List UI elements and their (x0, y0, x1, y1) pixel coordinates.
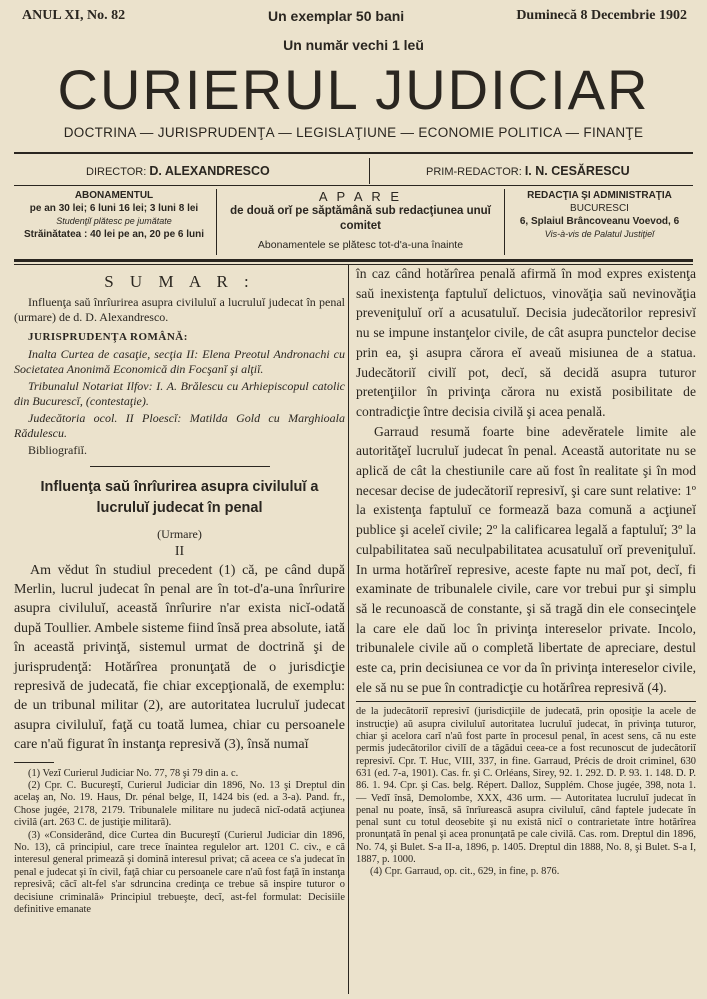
issue-price: Un exemplar 50 bani (268, 8, 405, 24)
subscription-title: ABONAMENTUL (74, 190, 154, 201)
footnote-separator (14, 762, 54, 763)
payment-terms: Abonamentele se plătesc tot-d'a-una înainte (257, 239, 464, 251)
info-divider-2 (504, 189, 505, 255)
office-box (506, 189, 693, 255)
left-column (14, 270, 345, 916)
article-paragraph: în caz când hotărîrea penală afirmă în mod expres existenţa saŭ inexistenţa faptuluĭ delictuos, vinovăţia saŭ nevinovăţia preveniţuluĭ orĭ a acusatuluĭ. Decisia judecătorilor represivĭ nu se impune instanţelor civile, de cât asupra punctelor decise prin ea, şi asupra cărora eĭ aveaŭ misiunea de a statua. Judecătoriĭ civilĭ pot, decĭ, să decidă asupra tuturor pretenţiilor în privinţa cărora nu există posibilitate de contradicţie între decisia civilă şi acea penală. (356, 266, 696, 419)
director-credit (86, 164, 270, 178)
office-address: 6, Splaiul Brâncoveanu Voevod, 6 (519, 216, 680, 227)
article-paragraph: Am vĕdut în studiul precedent (1) că, pe când după Merlin, lucrul judecat în penal are în tot-d'a-una înrîurire asupra civiluluĭ, această înrîurire n'ar exista nicĭ-odată după Toullier. Ambele sisteme fiind însă prea absolute, iată în această privinţă, sistemul urmat de doctrină şi de jurisprudenţă: Hotărîrea pronunţată de o jurisdicţie represivă de judecată, fie chiar excepţională, de exemplu: de un tribunal militar (2), are autoritatea lucruluĭ judecat asupra civiluluĭ, faţă cu toată lumea, chiar cu persoanele care n'aŭ figurat în instanţa represivă (3), însă numaĭ (14, 562, 345, 753)
office-title: REDACŢIA ŞI ADMINISTRAŢIA (527, 190, 672, 201)
issue-date: Duminecă 8 Decembrie 1902 (516, 8, 687, 23)
footnote: (2) Cpr. C. Bucureştĭ, Curierul Judiciar din 1896, No. 13 şi Dreptul din acelaş an, No. 19. Haus, Dr. pénal belge, II, 1424 bis (ed. a 3-a). Pand. fr., Chose jugée, 2178, 2179. Tribunalele militare nu judecă nicĭ-odată acţiunea civilă (art. 263 C. de justiţie militară). (14, 779, 345, 829)
office-landmark: Vis-à-vis de Palatul Justiţieĭ (544, 229, 655, 239)
footnote: (4) Cpr. Garraud, op. cit., 629, in fine, p. 876. (370, 866, 560, 878)
redactor-credit (426, 164, 630, 178)
office-city: BUCURESCI (570, 203, 629, 214)
issue-number: ANUL XI, No. 82 (22, 8, 126, 23)
article-title: Influenţa saŭ înrîurirea asupra civiluluĭ a lucruluĭ judecat în penal (40, 478, 319, 516)
article-paragraph: Garraud resumă foarte bine adevĕratele limite ale autorităţeĭ lucruluĭ judecat în penal. Această autoritate nu se aplică de cât la chestiunile care aŭ fost în realitate şi în mod necesar decise de judecătoriĭ represivĭ, şi care sunt relative: 1º la existenţa faptuluĭ ce formează baza comună a acţiuneĭ publice şi aceleĭ civile; 2º la calificarea legală a faptuluĭ; 3º la culpabilitatea saŭ neculpabilitatea acusatuluĭ orĭ preveniţuluĭ. In urma hotărîreĭ represive, aceste fapte nu maĭ pot, decĭ, fi examinate de tribunalele civile, care vor trebui pur şi simplu să le recunoască de constante, şi să tragă din ele consecinţele la care ele daŭ loc în privinţa intereselor private. Incolo, tribunalele civile aŭ o completă libertate de apreciare, destul este ca, prin decisiunea ce vor da în privinţa intereselor civile, ele să nu se pue în contradicţie cu hotărîrea represivă (4). (356, 423, 696, 695)
frequency-title: A P A R E (318, 189, 403, 204)
editor-divider (369, 158, 370, 184)
info-divider-1 (216, 189, 217, 255)
footnote: de la judecătoriĭ represivĭ (jurisdicţiile de judecată, prin oposiţie la acele de instrucţie) aŭ asupra civiluluĭ autoritatea lucruluĭ judecat, în privinţa tuturor, chiar şi acelora carĭ n'aŭ fost parte în procesul penal, în acest sens, că nu este permis judecătorilor civilĭ de a tăgădui ceea-ce a fost recunoscut de judecătoriĭ represivĭ. Cpr. T. Huc, VIII, 337, in fine. Garraud, Précis de droit criminel, 630 631 (ed. 7-a, 1901). Cas. fr. şi C. Orléans, Sirey, 92. 1. 292. D. P. 93. 1. 148. D. P. 86. 1. 94. Cpr. şi Cas. belg. Répert. Dalloz, Supplém. Chose jugée, 398, nota 1. — Vedĭ însă, Demolombe, XXX, 436 urm. — Autoritatea lucruluĭ judecat în penal nu poate, însă, să înrîurească asupra civiluluĭ, când faptele judecate în penal sunt cu totul deosebite şi nu există nicĭ o contrarietate între hotărîrea pronunţată în penal şi acea pronunţată pe cale civilă. Cas. rom. Dreptul din 1896, No. 74, şi Bulet. S-a II-a, 1896, p. 1405. Dreptul din 1888, No. 8, şi Bulet. S-a I, 1887, p. 1000. (356, 706, 696, 866)
summary-item: Tribunalul Notariat Ilfov: I. A. Brălescu cu Arhiepiscopul catolic din Bucurescĭ, (contestaţie). (14, 379, 345, 408)
summary-separator (90, 466, 270, 467)
editor-bar (14, 158, 693, 184)
footnote: (1) Vezĭ Curierul Judiciar No. 77, 78 şi 79 din a. c. (28, 767, 239, 779)
subscription-rates: pe an 30 lei; 6 luni 16 lei; 3 luni 8 lei (29, 203, 199, 214)
column-divider (348, 264, 349, 994)
info-bar (14, 189, 693, 257)
article-section-number: II (174, 543, 185, 559)
summary-title: S U M A R : (104, 272, 255, 291)
back-issue-price: Un număr vechi 1 leŭ (283, 37, 424, 53)
summary-item: Bibliografiĭ. (28, 443, 87, 457)
foreign-rates: Străinătatea : 40 lei pe an, 20 pe 6 luni (23, 229, 205, 240)
frequency-box (219, 189, 502, 255)
redactor-label: PRIM-REDACTOR: (426, 166, 522, 178)
director-label: DIRECTOR: (86, 166, 147, 178)
summary-item: Judecătoria ocol. II Ploescĭ: Matilda Gold cu Marghioala Rădulescu. (14, 411, 345, 440)
header-rule-top (14, 152, 693, 154)
footnote: (3) «Considerând, dice Curtea din Bucureştĭ (Curierul Judiciar din 1896, No. 13), că principiul, care trece înaintea regulelor art. 1201 C. civ., e că interesul general primează şi domină interesul privat; că aceea ce s'a judecat în penal e judecat şi în civil, faţă chiar cu persoanele care n'aŭ fost faţă în instanţa represivă; căcĭ alt-fel s'ar sdruncina credinţa ce trebue să inspire tuturor o decisiune criminală» Principiul trebueşte, decĭ, ast-fel formulat: Decisiile definitive emanate (14, 829, 345, 916)
newspaper-subtitle: DOCTRINA — JURISPRUDENŢA — LEGISLAŢIUNE — ECONOMIE POLITICA — FINANŢE (63, 125, 644, 140)
right-footnotes (356, 701, 696, 878)
newspaper-title: CURIERUL JUDICIAR (57, 58, 650, 121)
article-continuation: (Urmare) (157, 526, 202, 541)
frequency-text: de două orĭ pe săptămână sub redacţiunea unuĭ comitet (230, 205, 491, 232)
summary-section-heading: JURISPRUDENŢA ROMÂNĂ: (28, 331, 188, 343)
summary-item: Inalta Curtea de casaţie, secţia II: Elena Preotul Andronachi cu Societatea Anonimă Economică din Focşanĭ şi alţiĭ. (14, 347, 345, 376)
director-name: D. ALEXANDRESCO (149, 164, 270, 178)
student-discount: Studenţiĭ plătesc pe jumătate (56, 216, 172, 226)
redactor-name: I. N. CESĂRESCU (524, 164, 630, 178)
summary-item: Influenţa saŭ înrîurirea asupra civiluluĭ a lucruluĭ judecat în penal (urmare) de d. D. Alexandresco. (14, 295, 345, 324)
right-column (356, 264, 696, 879)
header-rule-mid (14, 185, 693, 186)
subscription-box (14, 189, 214, 255)
